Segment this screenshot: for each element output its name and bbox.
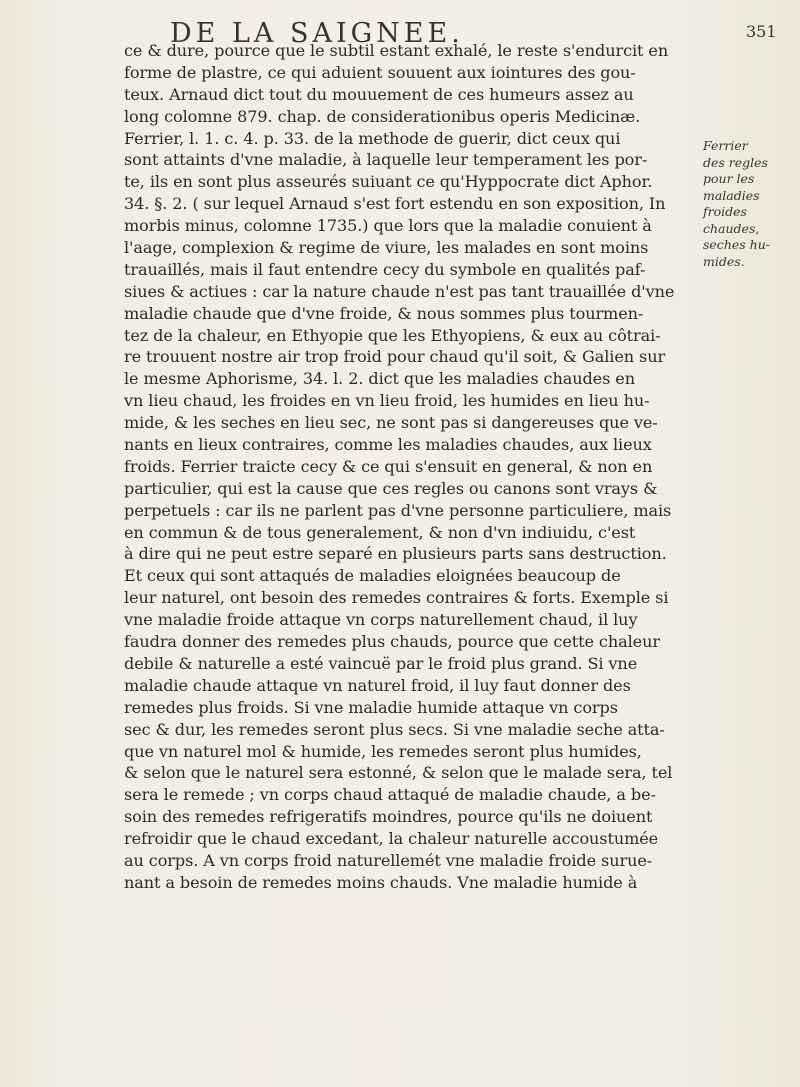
margin-note-line: mides. [703,253,745,269]
text-line: Et ceux qui sont attaqués de maladies eloignées beaucoup de [124,566,621,586]
text-line: long colomne 879. chap. de considerationibus operis Medicinæ. [124,106,641,126]
text-line: faudra donner des remedes plus chauds, pource que cette chaleur [124,632,660,652]
text-line: & selon que le naturel sera estonné, & selon que le malade sera, tel [124,763,673,783]
text-line: sera le remede ; vn corps chaud attaqué de maladie chaude, a be- [124,785,656,805]
text-line: particulier, qui est la cause que ces regles ou canons sont vrays & [124,478,658,498]
text-line: que vn naturel mol & humide, les remedes seront plus humides, [124,741,642,761]
text-line: teux. Arnaud dict tout du mouuement de ces humeurs assez au [124,84,634,104]
text-line: trauaillés, mais il faut entendre cecy du symbole en qualités paf- [124,259,646,279]
text-line: morbis minus, colomne 1735.) que lors que la maladie conuient à [124,216,652,236]
text-line: ce & dure, pource que le subtil estant exhalé, le reste s'endurcit en [124,41,669,60]
text-line: l'aage, complexion & regime de viure, les malades en sont moins [124,238,649,258]
text-line: re trouuent nostre air trop froid pour chaud qu'il soit, & Galien sur [124,347,666,367]
text-line: te, ils en sont plus asseurés suiuant ce qu'Hyppocrate dict Aphor. [124,172,653,192]
text-line: debile & naturelle a esté vaincuë par le froid plus grand. Si vne [124,653,638,673]
margin-note-line: Ferrier [703,138,748,153]
text-line: maladie chaude attaque vn naturel froid, il luy faut donner des [124,675,631,695]
text-line: en commun & de tous generalement, & non d'vn indiuidu, c'est [124,522,636,542]
margin-note-line: chaudes, [703,220,760,236]
text-line: leur naturel, ont besoin des remedes contraires & forts. Exemple si [124,588,669,608]
text-line: froids. Ferrier traicte cecy & ce qui s'ensuit en general, & non en [124,456,653,476]
margin-note-line: des regles [703,154,768,170]
text-line: Ferrier, l. 1. c. 4. p. 33. de la methode de guerir, dict ceux qui [124,128,621,148]
running-header: DE LA SAIGNEE. [170,18,464,49]
margin-note-line: froides [703,204,747,219]
text-line: sec & dur, les remedes seront plus secs. Si vne maladie seche atta- [124,719,665,739]
text-line: remedes plus froids. Si vne maladie humide attaque vn corps [124,697,618,717]
margin-note [703,138,798,270]
text-line: nants en lieux contraires, comme les maladies chaudes, aux lieux [124,435,652,455]
margin-note-line: seches hu- [703,237,770,252]
text-line: forme de plastre, ce qui aduient souuent aux iointures des gou- [124,62,636,82]
margin-note-line: maladies [703,187,760,203]
text-line: mide, & les seches en lieu sec, ne sont pas si dangereuses que ve- [124,413,658,433]
text-line: sont attaints d'vne maladie, à laquelle leur temperament les por- [124,150,648,170]
text-line: perpetuels : car ils ne parlent pas d'vne personne particuliere, mais [124,500,672,520]
text-line: à dire qui ne peut estre separé en plusieurs parts sans destruction. [124,544,667,564]
text-line: vn lieu chaud, les froides en vn lieu froid, les humides en lieu hu- [124,391,650,411]
text-line: siues & actiues : car la nature chaude n'est pas tant trauaillée d'vne [124,281,675,301]
text-line: vne maladie froide attaque vn corps naturellement chaud, il luy [124,610,638,630]
margin-note-line: pour les [703,171,755,186]
text-line: refroidir que le chaud excedant, la chaleur naturelle accoustumée [124,829,659,849]
text-line: soin des remedes refrigeratifs moindres, pource qu'ils ne doiuent [124,807,653,827]
text-line: le mesme Aphorisme, 34. l. 2. dict que les maladies chaudes en [124,369,635,389]
text-line: au corps. A vn corps froid naturellemét vne maladie froide surue- [124,850,653,870]
text-line: nant a besoin de remedes moins chauds. Vne maladie humide à [124,872,638,892]
body-text [124,40,684,894]
page-number: 351 [746,22,777,41]
text-line: 34. §. 2. ( sur lequel Arnaud s'est fort estendu en son exposition, In [124,194,666,214]
text-line: maladie chaude que d'vne froide, & nous sommes plus tourmen- [124,303,644,323]
text-line: tez de la chaleur, en Ethyopie que les Ethyopiens, & eux au côtrai- [124,325,661,345]
